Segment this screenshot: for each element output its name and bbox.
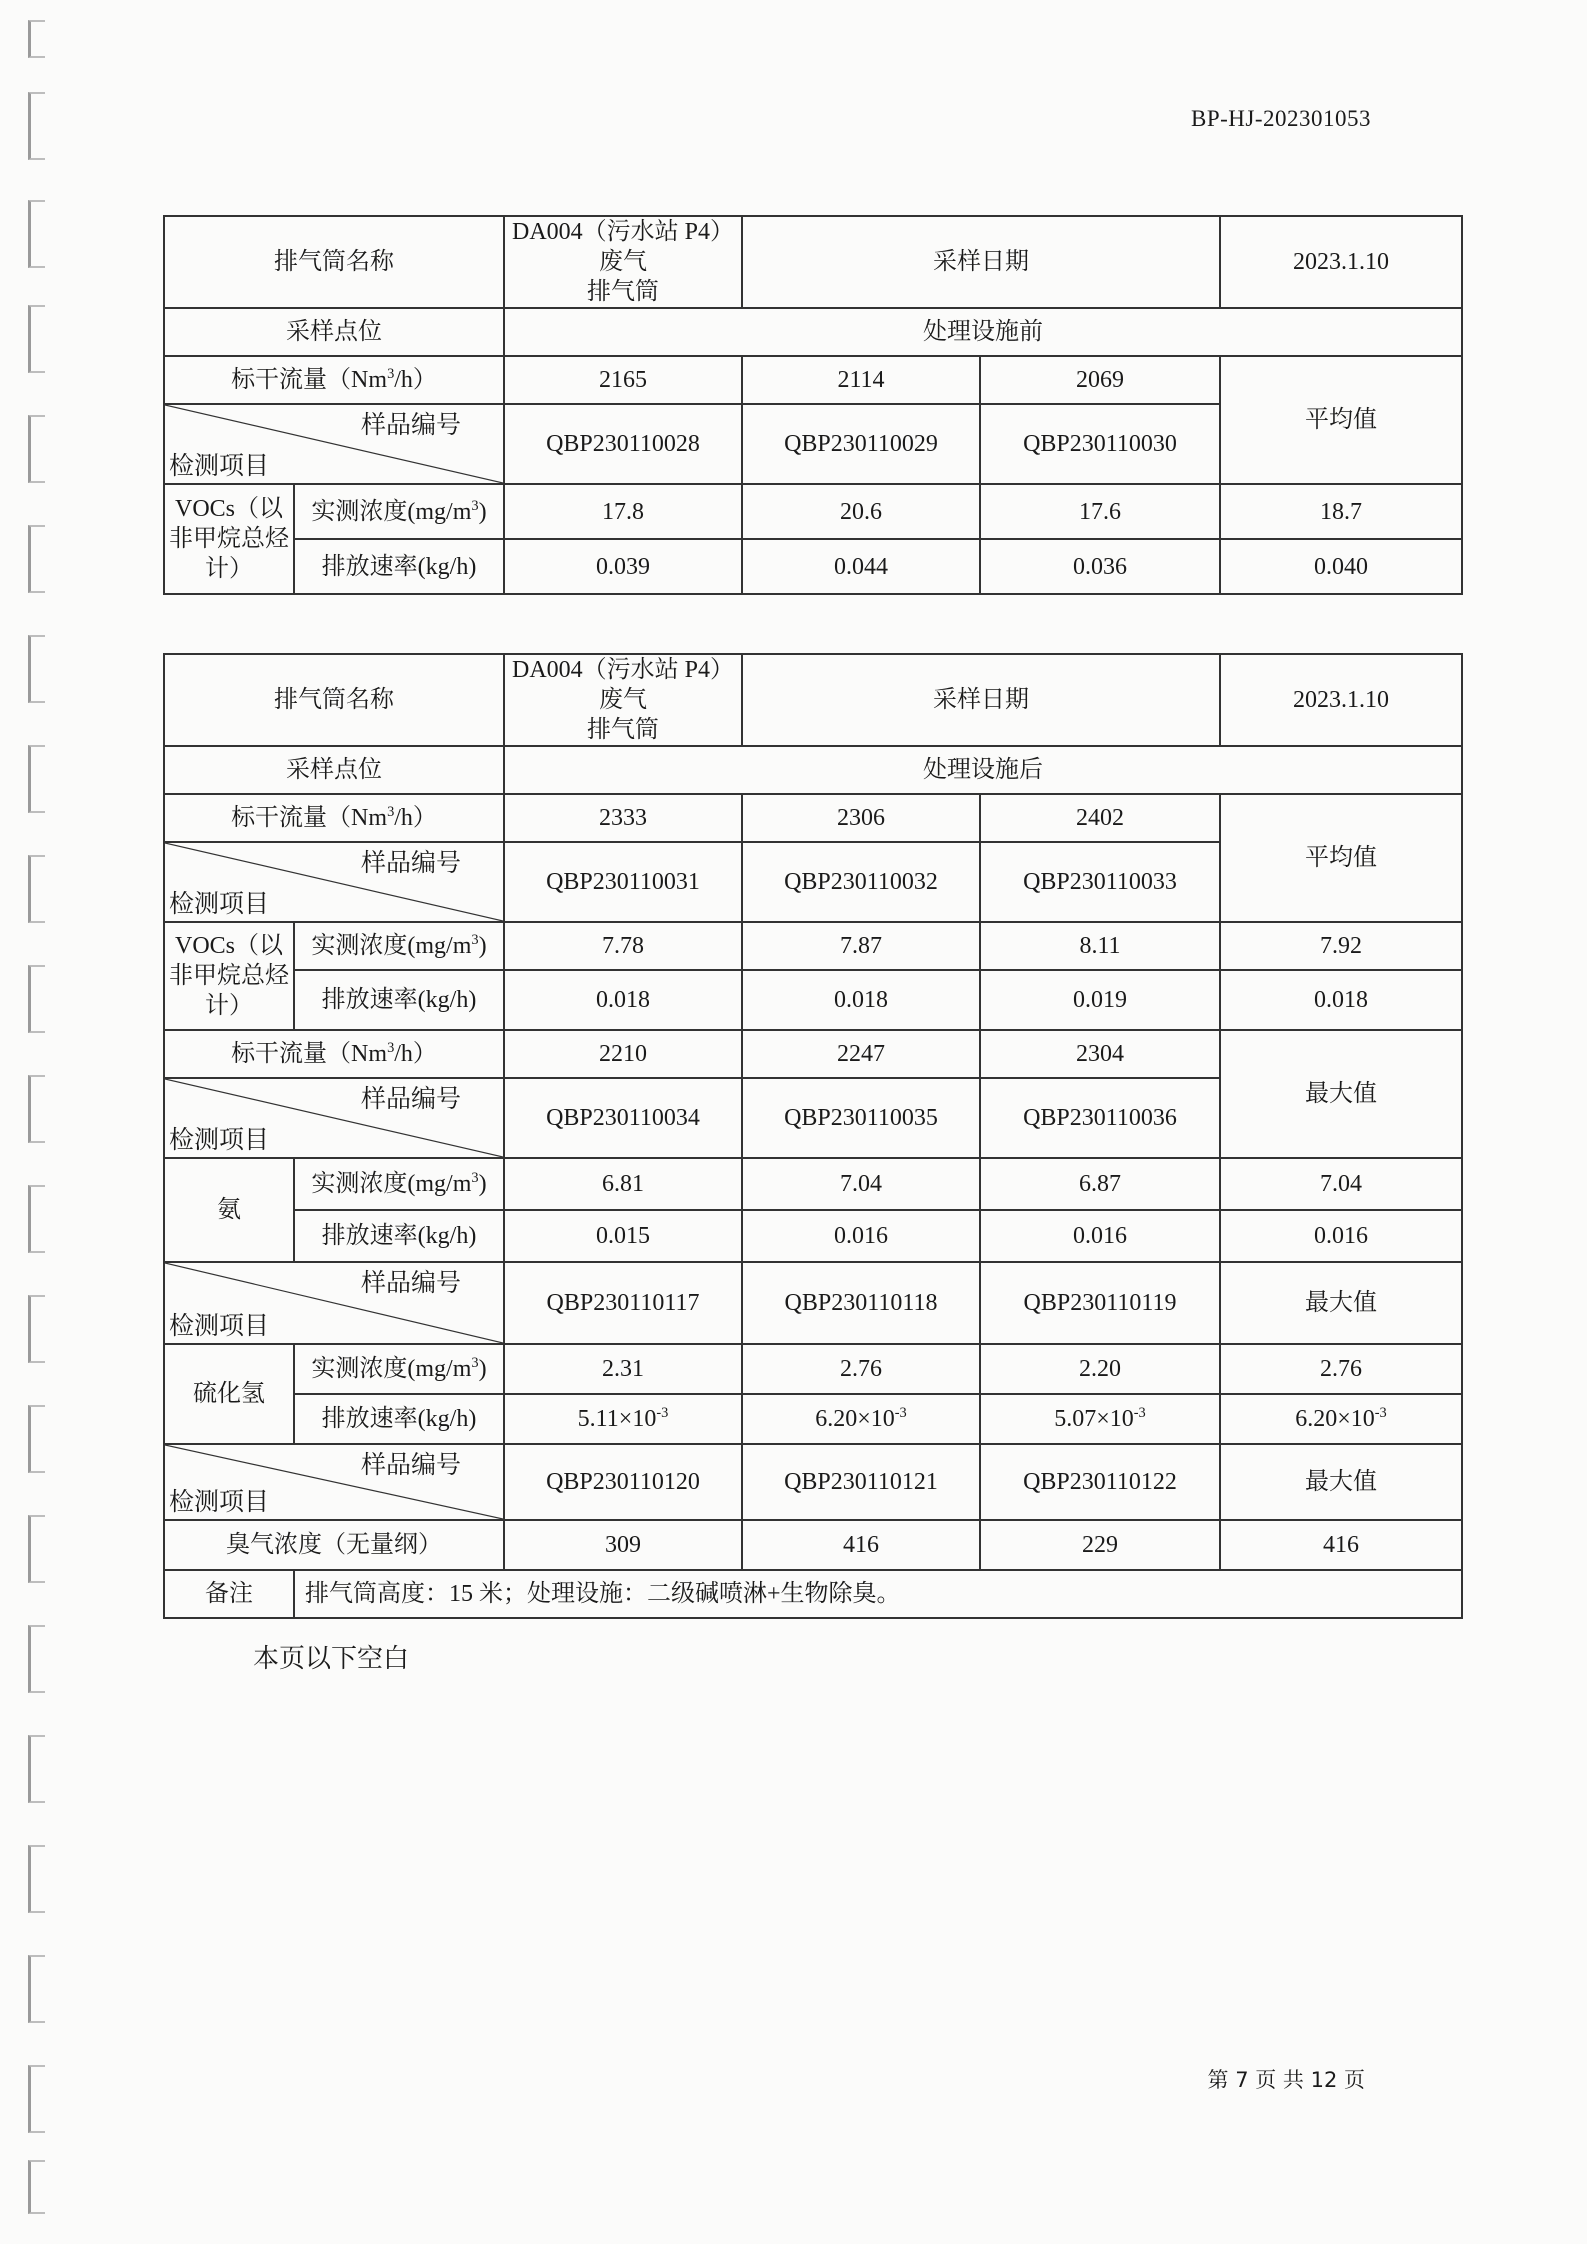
stack-name-label: 排气筒名称: [164, 654, 504, 746]
rate-value: 0.019: [980, 970, 1220, 1030]
pollutant-name: 硫化氢: [164, 1344, 294, 1444]
stack-name: DA004（污水站 P4）废气 排气筒: [504, 654, 742, 746]
stat-label: 最大值: [1220, 1262, 1462, 1344]
sample-no-label: 样品编号: [360, 848, 461, 877]
rate-label: 排放速率(kg/h): [294, 970, 504, 1030]
test-item-label: 检测项目: [169, 1310, 270, 1340]
conc-label: 实测浓度$(mg/m^3)$: [294, 922, 504, 970]
blank-below-note: 本页以下空白: [253, 1644, 410, 1674]
diagonal-header: [164, 842, 504, 922]
conc-value: 2.20: [980, 1344, 1220, 1394]
rate-value: 0.016: [980, 1210, 1220, 1262]
pollutant-name: VOCs（以非甲烷总烃计）: [164, 484, 294, 594]
flow-label: 标干流量（Nm$^3$/h）: [164, 356, 504, 404]
sample-no: QBP230110033: [980, 842, 1220, 922]
sample-no: QBP230110035: [742, 1078, 980, 1158]
table-row: [164, 1158, 1462, 1210]
remark-text: 排气筒高度：15 米；处理设施：二级碱喷淋+生物除臭。: [294, 1570, 1462, 1618]
flow-value: 2304: [980, 1030, 1220, 1078]
sampling-point-label: 采样点位: [164, 746, 504, 794]
table-row: [164, 1262, 1462, 1344]
rate-stat: 0.040: [1220, 539, 1462, 594]
table-row: [164, 1210, 1462, 1262]
table-row: [164, 1394, 1462, 1444]
diagonal-header: [164, 404, 504, 484]
table-row: [164, 922, 1462, 970]
table-row: [164, 216, 1462, 308]
remark-label: 备注: [164, 1570, 294, 1618]
table-row: [164, 1520, 1462, 1570]
conc-value: 6.87: [980, 1158, 1220, 1210]
table-row: [164, 1030, 1462, 1078]
conc-value: 7.87: [742, 922, 980, 970]
conc-value: 6.81: [504, 1158, 742, 1210]
stat-label: 平均值: [1220, 356, 1462, 484]
odor-value: 309: [504, 1520, 742, 1570]
rate-value: 0.015: [504, 1210, 742, 1262]
stack-name-label: 排气筒名称: [164, 216, 504, 308]
test-item-label: 检测项目: [169, 450, 270, 480]
sampling-date: 2023.1.10: [1220, 654, 1462, 746]
table-row: [164, 484, 1462, 539]
conc-value: 8.11: [980, 922, 1220, 970]
flow-value: 2333: [504, 794, 742, 842]
rate-label: 排放速率(kg/h): [294, 1394, 504, 1444]
conc-value: 17.6: [980, 484, 1220, 539]
stack-name: DA004（污水站 P4）废气 排气筒: [504, 216, 742, 308]
stat-label: 最大值: [1220, 1030, 1462, 1158]
flow-value: 2069: [980, 356, 1220, 404]
pollutant-name: 氨: [164, 1158, 294, 1262]
rate-value: 0.044: [742, 539, 980, 594]
rate-value: 0.016: [742, 1210, 980, 1262]
sampling-point: 处理设施后: [504, 746, 1462, 794]
table-row: [164, 1570, 1462, 1618]
conc-label: 实测浓度$(mg/m^3)$: [294, 1158, 504, 1210]
rate-stat: 0.018: [1220, 970, 1462, 1030]
sample-no: QBP230110032: [742, 842, 980, 922]
test-item-label: 检测项目: [169, 1486, 270, 1516]
conc-stat: 7.92: [1220, 922, 1462, 970]
flow-label: 标干流量（Nm$^3$/h）: [164, 1030, 504, 1078]
conc-stat: 18.7: [1220, 484, 1462, 539]
table-before-treatment: [163, 215, 1463, 595]
table-row: [164, 970, 1462, 1030]
sampling-date-label: 采样日期: [742, 216, 1220, 308]
test-item-label: 检测项目: [169, 888, 270, 918]
diagonal-header: [164, 1262, 504, 1344]
flow-value: 2210: [504, 1030, 742, 1078]
sampling-date-label: 采样日期: [742, 654, 1220, 746]
rate-label: 排放速率(kg/h): [294, 539, 504, 594]
flow-value: 2114: [742, 356, 980, 404]
conc-label: 实测浓度$(mg/m^3)$: [294, 484, 504, 539]
conc-stat: 2.76: [1220, 1344, 1462, 1394]
diagonal-header: [164, 1078, 504, 1158]
sample-no-label: 样品编号: [360, 1084, 461, 1113]
rate-value: 0.039: [504, 539, 742, 594]
report-id: BP-HJ-202301053: [1190, 106, 1371, 131]
rate-value: 0.018: [742, 970, 980, 1030]
conc-value: 2.31: [504, 1344, 742, 1394]
rate-label: 排放速率(kg/h): [294, 1210, 504, 1262]
sample-no-label: 样品编号: [360, 1450, 461, 1479]
rate-stat: $6.20\times 10^{-3}$: [1220, 1394, 1462, 1444]
table-row: [164, 1444, 1462, 1520]
rate-value: $6.20\times 10^{-3}$: [742, 1394, 980, 1444]
rate-value: 0.036: [980, 539, 1220, 594]
sampling-point: 处理设施前: [504, 308, 1462, 356]
diagonal-header: [164, 1444, 504, 1520]
sample-no: QBP230110034: [504, 1078, 742, 1158]
rate-value: 0.018: [504, 970, 742, 1030]
stat-label: 最大值: [1220, 1444, 1462, 1520]
sample-no: QBP230110118: [742, 1262, 980, 1344]
sample-no: QBP230110121: [742, 1444, 980, 1520]
sample-no: QBP230110029: [742, 404, 980, 484]
flow-label: 标干流量（Nm$^3$/h）: [164, 794, 504, 842]
rate-value: $5.07\times 10^{-3}$: [980, 1394, 1220, 1444]
flow-value: 2247: [742, 1030, 980, 1078]
sample-no: QBP230110031: [504, 842, 742, 922]
conc-value: 2.76: [742, 1344, 980, 1394]
odor-label: 臭气浓度（无量纲）: [164, 1520, 504, 1570]
sample-no: QBP230110117: [504, 1262, 742, 1344]
odor-stat: 416: [1220, 1520, 1462, 1570]
table-row: [164, 308, 1462, 356]
sample-no: QBP230110030: [980, 404, 1220, 484]
table-row: [164, 654, 1462, 746]
sample-no: QBP230110122: [980, 1444, 1220, 1520]
sample-no: QBP230110120: [504, 1444, 742, 1520]
table-row: [164, 539, 1462, 594]
sampling-point-label: 采样点位: [164, 308, 504, 356]
conc-stat: 7.04: [1220, 1158, 1462, 1210]
sample-no-label: 样品编号: [360, 410, 461, 439]
stat-label: 平均值: [1220, 794, 1462, 922]
flow-value: 2402: [980, 794, 1220, 842]
conc-label: 实测浓度$(mg/m^3)$: [294, 1344, 504, 1394]
table-row: [164, 1344, 1462, 1394]
sample-no: QBP230110028: [504, 404, 742, 484]
pollutant-name: VOCs（以非甲烷总烃计）: [164, 922, 294, 1030]
flow-value: 2165: [504, 356, 742, 404]
sample-no: QBP230110119: [980, 1262, 1220, 1344]
odor-value: 229: [980, 1520, 1220, 1570]
conc-value: 7.04: [742, 1158, 980, 1210]
table-row: [164, 746, 1462, 794]
rate-stat: 0.016: [1220, 1210, 1462, 1262]
conc-value: 17.8: [504, 484, 742, 539]
sample-no-label: 样品编号: [360, 1268, 461, 1297]
sampling-date: 2023.1.10: [1220, 216, 1462, 308]
conc-value: 7.78: [504, 922, 742, 970]
sample-no: QBP230110036: [980, 1078, 1220, 1158]
table-row: [164, 794, 1462, 842]
table-after-treatment: [163, 653, 1463, 1619]
test-item-label: 检测项目: [169, 1124, 270, 1154]
flow-value: 2306: [742, 794, 980, 842]
rate-value: $5.11\times 10^{-3}$: [504, 1394, 742, 1444]
page-number: 第 7 页 共 12 页: [1207, 2068, 1365, 2092]
odor-value: 416: [742, 1520, 980, 1570]
table-row: [164, 356, 1462, 404]
conc-value: 20.6: [742, 484, 980, 539]
